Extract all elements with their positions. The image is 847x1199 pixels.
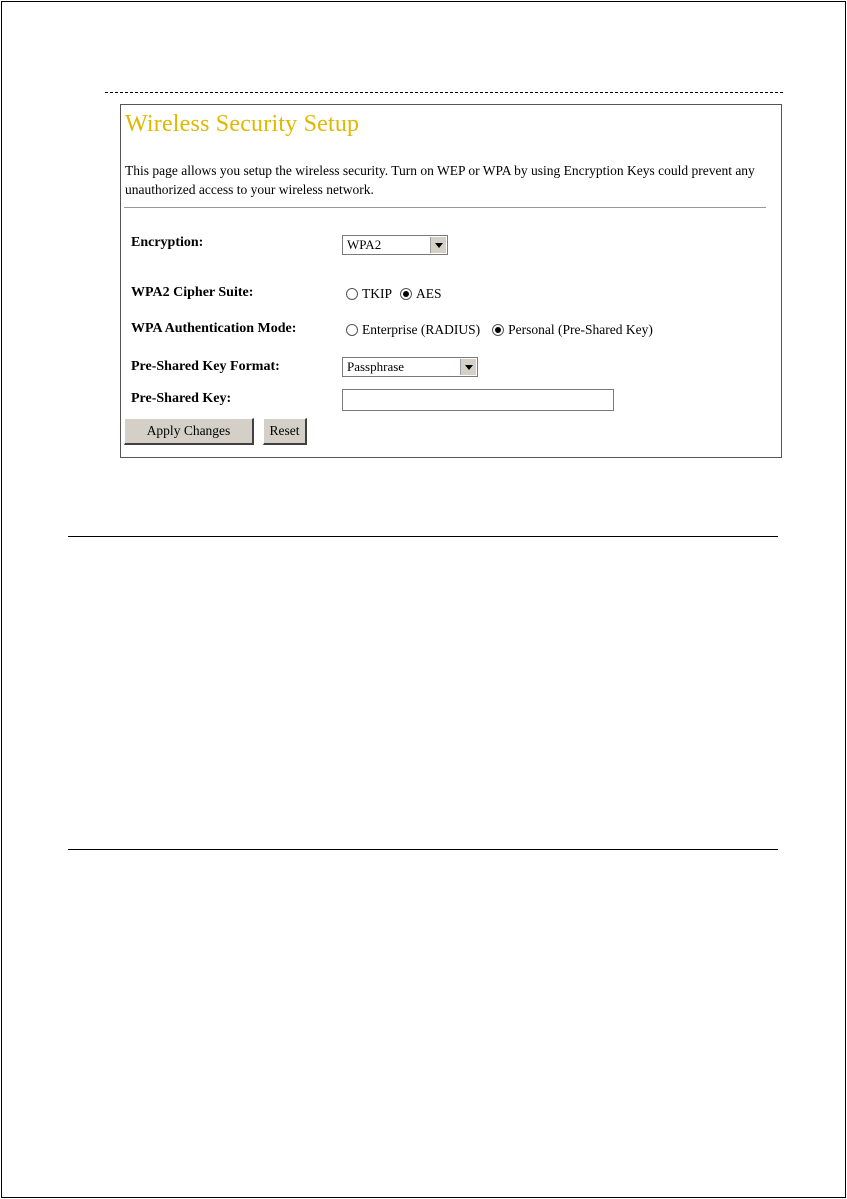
encryption-value: WPA2 — [347, 237, 382, 252]
personal-radio[interactable] — [492, 324, 504, 336]
divider — [124, 207, 766, 208]
chevron-down-icon — [460, 359, 476, 375]
psk-format-label: Pre-Shared Key Format: — [131, 359, 280, 374]
wireless-security-panel — [120, 104, 782, 458]
encryption-label: Encryption: — [131, 235, 204, 250]
psk-format-value: Passphrase — [347, 359, 405, 374]
cipher-suite-group — [346, 286, 454, 302]
cipher-suite-label: WPA2 Cipher Suite: — [131, 285, 254, 300]
tkip-radio[interactable] — [346, 288, 358, 300]
page-description: This page allows you setup the wireless security. Turn on WEP or WPA by using Encryption Keys could prevent any unauthorized access to your wireless network. — [125, 163, 755, 197]
aes-label: AES — [416, 286, 442, 301]
tkip-label: TKIP — [362, 286, 392, 301]
horizontal-rule-top — [68, 536, 778, 537]
auth-mode-label: WPA Authentication Mode: — [131, 321, 297, 336]
apply-changes-button[interactable]: Apply Changes — [124, 418, 254, 445]
encryption-select[interactable] — [342, 235, 448, 255]
psk-format-select[interactable] — [342, 357, 478, 377]
personal-label: Personal (Pre-Shared Key) — [508, 322, 653, 337]
dotted-separator — [105, 92, 783, 93]
psk-label: Pre-Shared Key: — [131, 391, 232, 406]
enterprise-label: Enterprise (RADIUS) — [362, 322, 481, 337]
chevron-down-icon — [430, 237, 446, 253]
psk-input[interactable] — [342, 389, 614, 411]
horizontal-rule-bottom — [68, 849, 778, 850]
enterprise-radio[interactable] — [346, 324, 358, 336]
reset-button[interactable]: Reset — [263, 418, 307, 445]
aes-radio[interactable] — [400, 288, 412, 300]
auth-mode-group — [346, 322, 665, 338]
page-title: Wireless Security Setup — [125, 111, 360, 137]
